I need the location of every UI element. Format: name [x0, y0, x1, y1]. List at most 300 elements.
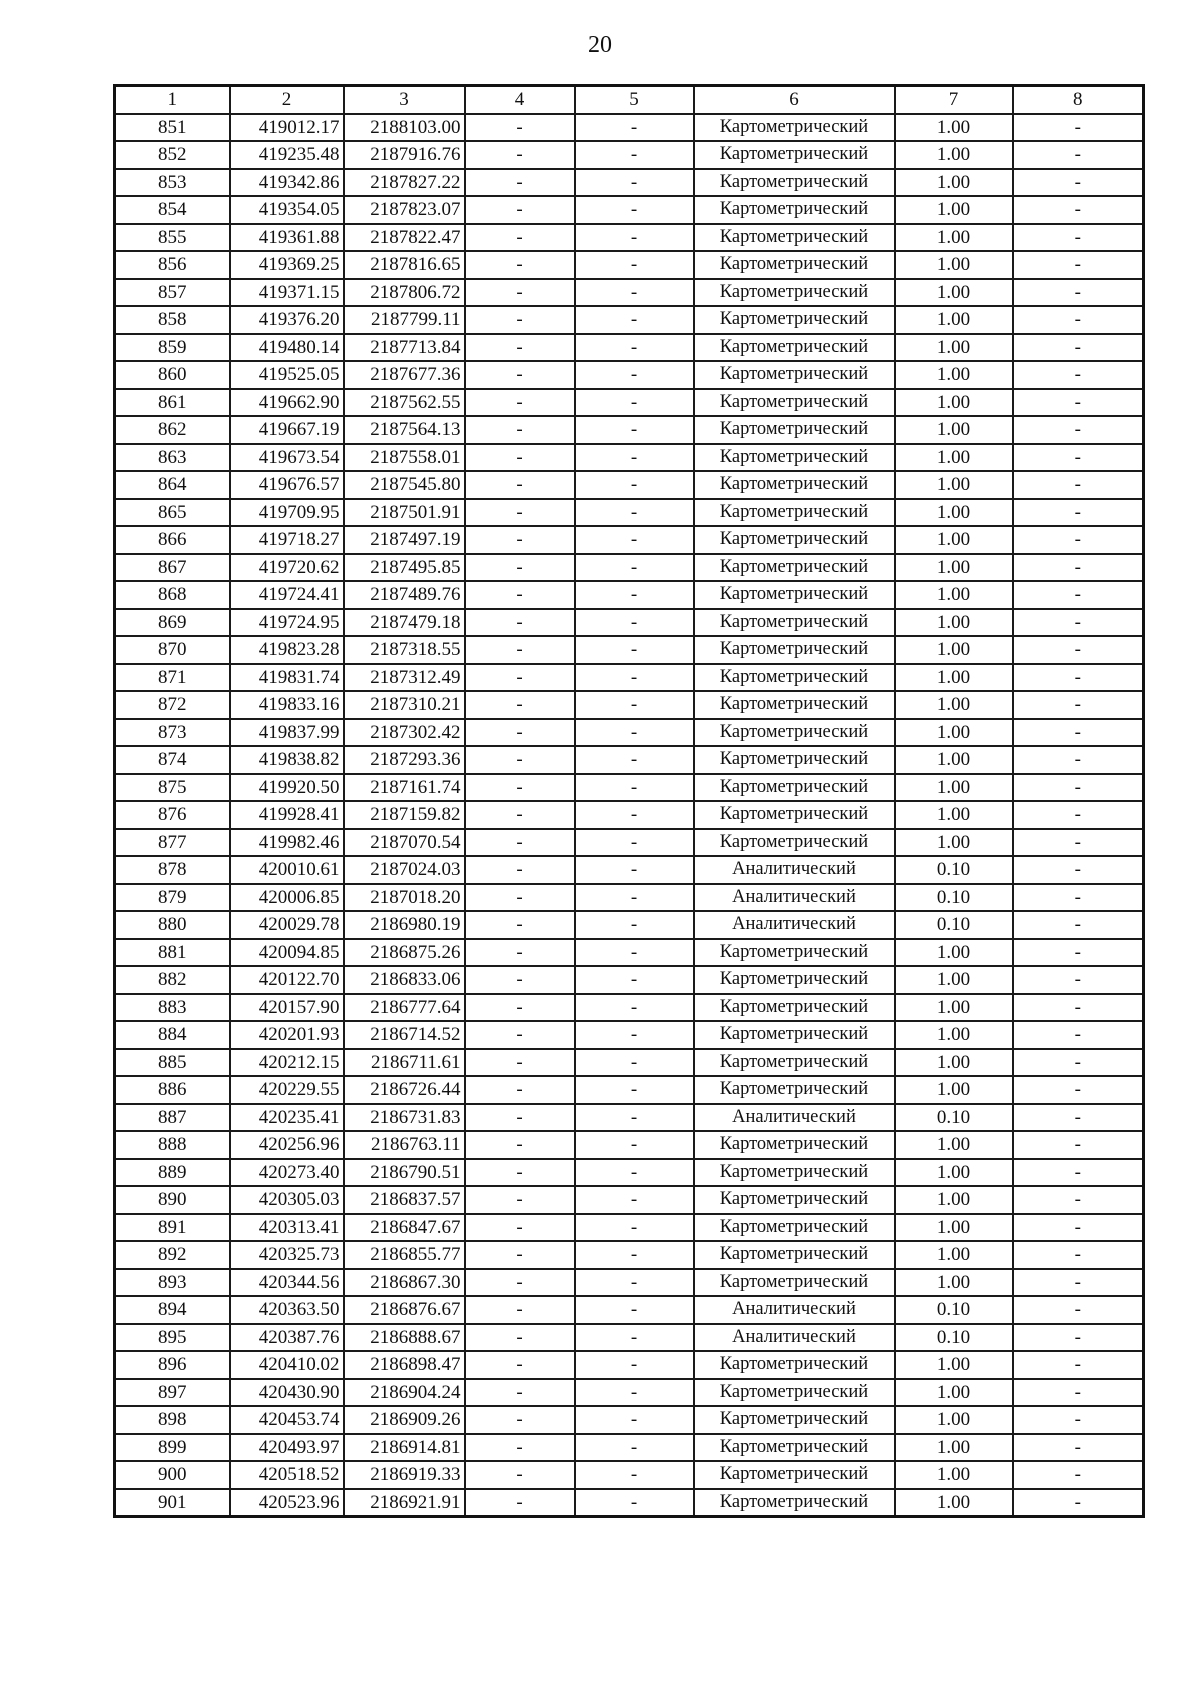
x-coordinate-cell: 419928.41: [230, 801, 344, 829]
column-8-cell: -: [1013, 1296, 1144, 1324]
x-coordinate-cell: 419525.05: [230, 361, 344, 389]
table-row: [115, 664, 1144, 692]
point-number-cell: 898: [115, 1406, 230, 1434]
accuracy-cell: 1.00: [895, 169, 1013, 197]
column-5-cell: -: [575, 1461, 694, 1489]
point-number-cell: 897: [115, 1379, 230, 1407]
column-5-cell: -: [575, 499, 694, 527]
accuracy-cell: 1.00: [895, 499, 1013, 527]
table-row: [115, 1379, 1144, 1407]
column-8-cell: -: [1013, 609, 1144, 637]
column-8-cell: -: [1013, 1324, 1144, 1352]
x-coordinate-cell: 419354.05: [230, 196, 344, 224]
column-8-cell: -: [1013, 856, 1144, 884]
x-coordinate-cell: 419369.25: [230, 251, 344, 279]
table-row: [115, 1489, 1144, 1517]
table-row: [115, 444, 1144, 472]
table-row: [115, 609, 1144, 637]
column-4-cell: -: [465, 911, 575, 939]
accuracy-cell: 1.00: [895, 279, 1013, 307]
y-coordinate-cell: 2186921.91: [344, 1489, 465, 1517]
method-cell: Картометрический: [694, 251, 895, 279]
accuracy-cell: 0.10: [895, 1296, 1013, 1324]
y-coordinate-cell: 2186847.67: [344, 1214, 465, 1242]
table-row: [115, 1324, 1144, 1352]
column-4-cell: -: [465, 361, 575, 389]
y-coordinate-cell: 2187827.22: [344, 169, 465, 197]
column-8-cell: -: [1013, 939, 1144, 967]
y-coordinate-cell: 2187806.72: [344, 279, 465, 307]
column-8-cell: -: [1013, 1379, 1144, 1407]
column-header: 7: [895, 86, 1013, 114]
method-cell: Картометрический: [694, 224, 895, 252]
x-coordinate-cell: 420305.03: [230, 1186, 344, 1214]
accuracy-cell: 0.10: [895, 856, 1013, 884]
column-5-cell: -: [575, 1434, 694, 1462]
column-8-cell: -: [1013, 966, 1144, 994]
accuracy-cell: 1.00: [895, 1269, 1013, 1297]
x-coordinate-cell: 420157.90: [230, 994, 344, 1022]
point-number-cell: 867: [115, 554, 230, 582]
point-number-cell: 856: [115, 251, 230, 279]
column-8-cell: -: [1013, 1489, 1144, 1517]
column-header: 3: [344, 86, 465, 114]
column-5-cell: -: [575, 306, 694, 334]
table-row: [115, 554, 1144, 582]
method-cell: Аналитический: [694, 856, 895, 884]
point-number-cell: 895: [115, 1324, 230, 1352]
column-5-cell: -: [575, 196, 694, 224]
table-body: [115, 114, 1144, 1517]
point-number-cell: 869: [115, 609, 230, 637]
column-5-cell: -: [575, 911, 694, 939]
column-5-cell: -: [575, 334, 694, 362]
point-number-cell: 851: [115, 114, 230, 142]
column-5-cell: -: [575, 141, 694, 169]
x-coordinate-cell: 419667.19: [230, 416, 344, 444]
table-row: [115, 1241, 1144, 1269]
point-number-cell: 891: [115, 1214, 230, 1242]
table-row: [115, 361, 1144, 389]
x-coordinate-cell: 419920.50: [230, 774, 344, 802]
column-4-cell: -: [465, 334, 575, 362]
point-number-cell: 894: [115, 1296, 230, 1324]
method-cell: Картометрический: [694, 1131, 895, 1159]
table-row: [115, 141, 1144, 169]
table-row: [115, 939, 1144, 967]
x-coordinate-cell: 420273.40: [230, 1159, 344, 1187]
x-coordinate-cell: 419720.62: [230, 554, 344, 582]
column-5-cell: -: [575, 1241, 694, 1269]
column-4-cell: -: [465, 1214, 575, 1242]
column-8-cell: -: [1013, 636, 1144, 664]
table-row: [115, 1296, 1144, 1324]
point-number-cell: 885: [115, 1049, 230, 1077]
column-8-cell: -: [1013, 471, 1144, 499]
point-number-cell: 901: [115, 1489, 230, 1517]
accuracy-cell: 1.00: [895, 829, 1013, 857]
column-5-cell: -: [575, 801, 694, 829]
column-5-cell: -: [575, 1076, 694, 1104]
x-coordinate-cell: 420518.52: [230, 1461, 344, 1489]
x-coordinate-cell: 419361.88: [230, 224, 344, 252]
method-cell: Картометрический: [694, 664, 895, 692]
column-4-cell: -: [465, 526, 575, 554]
column-8-cell: -: [1013, 114, 1144, 142]
x-coordinate-cell: 419837.99: [230, 719, 344, 747]
point-number-cell: 866: [115, 526, 230, 554]
table-row: [115, 1049, 1144, 1077]
method-cell: Картометрический: [694, 829, 895, 857]
column-4-cell: -: [465, 856, 575, 884]
point-number-cell: 879: [115, 884, 230, 912]
table-row: [115, 1021, 1144, 1049]
table-row: [115, 114, 1144, 142]
accuracy-cell: 1.00: [895, 1049, 1013, 1077]
point-number-cell: 881: [115, 939, 230, 967]
accuracy-cell: 1.00: [895, 361, 1013, 389]
y-coordinate-cell: 2186855.77: [344, 1241, 465, 1269]
method-cell: Картометрический: [694, 416, 895, 444]
method-cell: Картометрический: [694, 141, 895, 169]
column-4-cell: -: [465, 141, 575, 169]
column-4-cell: -: [465, 774, 575, 802]
column-5-cell: -: [575, 636, 694, 664]
column-5-cell: -: [575, 609, 694, 637]
column-8-cell: -: [1013, 279, 1144, 307]
y-coordinate-cell: 2186790.51: [344, 1159, 465, 1187]
table-row: [115, 224, 1144, 252]
x-coordinate-cell: 420523.96: [230, 1489, 344, 1517]
y-coordinate-cell: 2186919.33: [344, 1461, 465, 1489]
accuracy-cell: 1.00: [895, 306, 1013, 334]
column-4-cell: -: [465, 114, 575, 142]
column-4-cell: -: [465, 1104, 575, 1132]
method-cell: Картометрический: [694, 581, 895, 609]
point-number-cell: 859: [115, 334, 230, 362]
point-number-cell: 871: [115, 664, 230, 692]
column-4-cell: -: [465, 1461, 575, 1489]
y-coordinate-cell: 2187489.76: [344, 581, 465, 609]
method-cell: Картометрический: [694, 1434, 895, 1462]
column-5-cell: -: [575, 719, 694, 747]
column-4-cell: -: [465, 1241, 575, 1269]
x-coordinate-cell: 419833.16: [230, 691, 344, 719]
accuracy-cell: 1.00: [895, 636, 1013, 664]
column-8-cell: -: [1013, 334, 1144, 362]
table-row: [115, 1186, 1144, 1214]
column-5-cell: -: [575, 1351, 694, 1379]
point-number-cell: 858: [115, 306, 230, 334]
method-cell: Картометрический: [694, 994, 895, 1022]
table-row: [115, 719, 1144, 747]
method-cell: Аналитический: [694, 911, 895, 939]
column-8-cell: -: [1013, 884, 1144, 912]
coordinates-table: [113, 84, 1145, 1518]
column-4-cell: -: [465, 1159, 575, 1187]
y-coordinate-cell: 2187564.13: [344, 416, 465, 444]
method-cell: Картометрический: [694, 966, 895, 994]
x-coordinate-cell: 420029.78: [230, 911, 344, 939]
y-coordinate-cell: 2187310.21: [344, 691, 465, 719]
method-cell: Картометрический: [694, 609, 895, 637]
x-coordinate-cell: 419371.15: [230, 279, 344, 307]
column-8-cell: -: [1013, 801, 1144, 829]
x-coordinate-cell: 420430.90: [230, 1379, 344, 1407]
y-coordinate-cell: 2186904.24: [344, 1379, 465, 1407]
column-8-cell: -: [1013, 1159, 1144, 1187]
table-row: [115, 994, 1144, 1022]
column-header: 2: [230, 86, 344, 114]
accuracy-cell: 1.00: [895, 1021, 1013, 1049]
table-row: [115, 774, 1144, 802]
method-cell: Картометрический: [694, 636, 895, 664]
method-cell: Картометрический: [694, 471, 895, 499]
y-coordinate-cell: 2187024.03: [344, 856, 465, 884]
accuracy-cell: 1.00: [895, 691, 1013, 719]
column-8-cell: -: [1013, 691, 1144, 719]
column-5-cell: -: [575, 169, 694, 197]
point-number-cell: 882: [115, 966, 230, 994]
column-4-cell: -: [465, 1489, 575, 1517]
accuracy-cell: 1.00: [895, 966, 1013, 994]
accuracy-cell: 1.00: [895, 1076, 1013, 1104]
table-row: [115, 1076, 1144, 1104]
accuracy-cell: 1.00: [895, 1461, 1013, 1489]
point-number-cell: 873: [115, 719, 230, 747]
column-5-cell: -: [575, 774, 694, 802]
column-8-cell: -: [1013, 169, 1144, 197]
column-8-cell: -: [1013, 251, 1144, 279]
point-number-cell: 880: [115, 911, 230, 939]
method-cell: Картометрический: [694, 389, 895, 417]
method-cell: Картометрический: [694, 169, 895, 197]
accuracy-cell: 1.00: [895, 994, 1013, 1022]
column-8-cell: -: [1013, 1021, 1144, 1049]
x-coordinate-cell: 420363.50: [230, 1296, 344, 1324]
x-coordinate-cell: 419342.86: [230, 169, 344, 197]
accuracy-cell: 1.00: [895, 1131, 1013, 1159]
column-8-cell: -: [1013, 1131, 1144, 1159]
x-coordinate-cell: 420313.41: [230, 1214, 344, 1242]
method-cell: Картометрический: [694, 1159, 895, 1187]
column-5-cell: -: [575, 1214, 694, 1242]
table-row: [115, 499, 1144, 527]
column-5-cell: -: [575, 1131, 694, 1159]
point-number-cell: 886: [115, 1076, 230, 1104]
table-row: [115, 471, 1144, 499]
y-coordinate-cell: 2186914.81: [344, 1434, 465, 1462]
method-cell: Картометрический: [694, 774, 895, 802]
column-5-cell: -: [575, 554, 694, 582]
column-4-cell: -: [465, 306, 575, 334]
column-header: 8: [1013, 86, 1144, 114]
y-coordinate-cell: 2187677.36: [344, 361, 465, 389]
x-coordinate-cell: 420122.70: [230, 966, 344, 994]
y-coordinate-cell: 2186867.30: [344, 1269, 465, 1297]
y-coordinate-cell: 2187070.54: [344, 829, 465, 857]
x-coordinate-cell: 420387.76: [230, 1324, 344, 1352]
y-coordinate-cell: 2186711.61: [344, 1049, 465, 1077]
point-number-cell: 893: [115, 1269, 230, 1297]
page-number: 20: [588, 32, 612, 58]
column-8-cell: -: [1013, 1269, 1144, 1297]
accuracy-cell: 0.10: [895, 1104, 1013, 1132]
point-number-cell: 876: [115, 801, 230, 829]
y-coordinate-cell: 2187018.20: [344, 884, 465, 912]
column-8-cell: -: [1013, 994, 1144, 1022]
column-8-cell: -: [1013, 526, 1144, 554]
column-5-cell: -: [575, 1324, 694, 1352]
method-cell: Картометрический: [694, 746, 895, 774]
column-4-cell: -: [465, 1434, 575, 1462]
column-4-cell: -: [465, 1324, 575, 1352]
column-4-cell: -: [465, 1049, 575, 1077]
method-cell: Аналитический: [694, 884, 895, 912]
table-row: [115, 416, 1144, 444]
accuracy-cell: 1.00: [895, 1214, 1013, 1242]
column-4-cell: -: [465, 939, 575, 967]
accuracy-cell: 1.00: [895, 609, 1013, 637]
method-cell: Аналитический: [694, 1296, 895, 1324]
y-coordinate-cell: 2187497.19: [344, 526, 465, 554]
y-coordinate-cell: 2187293.36: [344, 746, 465, 774]
y-coordinate-cell: 2186875.26: [344, 939, 465, 967]
x-coordinate-cell: 419673.54: [230, 444, 344, 472]
point-number-cell: 861: [115, 389, 230, 417]
method-cell: Картометрический: [694, 1241, 895, 1269]
accuracy-cell: 1.00: [895, 114, 1013, 142]
column-5-cell: -: [575, 884, 694, 912]
accuracy-cell: 1.00: [895, 251, 1013, 279]
column-4-cell: -: [465, 416, 575, 444]
column-5-cell: -: [575, 114, 694, 142]
point-number-cell: 857: [115, 279, 230, 307]
table-row: [115, 1406, 1144, 1434]
column-4-cell: -: [465, 251, 575, 279]
table-row: [115, 636, 1144, 664]
x-coordinate-cell: 420229.55: [230, 1076, 344, 1104]
table-row: [115, 1214, 1144, 1242]
table-row: [115, 526, 1144, 554]
column-4-cell: -: [465, 664, 575, 692]
header-row: [115, 86, 1144, 114]
method-cell: Картометрический: [694, 334, 895, 362]
accuracy-cell: 1.00: [895, 224, 1013, 252]
column-4-cell: -: [465, 196, 575, 224]
column-5-cell: -: [575, 526, 694, 554]
y-coordinate-cell: 2186763.11: [344, 1131, 465, 1159]
accuracy-cell: 0.10: [895, 911, 1013, 939]
x-coordinate-cell: 420094.85: [230, 939, 344, 967]
table-row: [115, 389, 1144, 417]
column-4-cell: -: [465, 994, 575, 1022]
column-5-cell: -: [575, 1159, 694, 1187]
x-coordinate-cell: 419709.95: [230, 499, 344, 527]
table-row: [115, 581, 1144, 609]
point-number-cell: 865: [115, 499, 230, 527]
point-number-cell: 862: [115, 416, 230, 444]
column-4-cell: -: [465, 884, 575, 912]
x-coordinate-cell: 419982.46: [230, 829, 344, 857]
table-row: [115, 334, 1144, 362]
x-coordinate-cell: 419724.95: [230, 609, 344, 637]
point-number-cell: 864: [115, 471, 230, 499]
point-number-cell: 863: [115, 444, 230, 472]
method-cell: Аналитический: [694, 1324, 895, 1352]
accuracy-cell: 1.00: [895, 1406, 1013, 1434]
method-cell: Картометрический: [694, 526, 895, 554]
column-4-cell: -: [465, 1296, 575, 1324]
accuracy-cell: 1.00: [895, 389, 1013, 417]
y-coordinate-cell: 2186837.57: [344, 1186, 465, 1214]
x-coordinate-cell: 420235.41: [230, 1104, 344, 1132]
y-coordinate-cell: 2186714.52: [344, 1021, 465, 1049]
column-5-cell: -: [575, 856, 694, 884]
y-coordinate-cell: 2186909.26: [344, 1406, 465, 1434]
x-coordinate-cell: 419235.48: [230, 141, 344, 169]
column-5-cell: -: [575, 1104, 694, 1132]
column-8-cell: -: [1013, 1104, 1144, 1132]
method-cell: Картометрический: [694, 691, 895, 719]
column-4-cell: -: [465, 389, 575, 417]
column-5-cell: -: [575, 746, 694, 774]
accuracy-cell: 1.00: [895, 581, 1013, 609]
x-coordinate-cell: 420344.56: [230, 1269, 344, 1297]
method-cell: Картометрический: [694, 444, 895, 472]
column-4-cell: -: [465, 499, 575, 527]
accuracy-cell: 1.00: [895, 1489, 1013, 1517]
method-cell: Картометрический: [694, 1076, 895, 1104]
column-5-cell: -: [575, 829, 694, 857]
column-8-cell: -: [1013, 444, 1144, 472]
accuracy-cell: 0.10: [895, 884, 1013, 912]
column-8-cell: -: [1013, 581, 1144, 609]
column-4-cell: -: [465, 581, 575, 609]
method-cell: Картометрический: [694, 279, 895, 307]
column-4-cell: -: [465, 1131, 575, 1159]
y-coordinate-cell: 2187479.18: [344, 609, 465, 637]
method-cell: Картометрический: [694, 1489, 895, 1517]
table-header: [115, 86, 1144, 114]
y-coordinate-cell: 2186833.06: [344, 966, 465, 994]
x-coordinate-cell: 419823.28: [230, 636, 344, 664]
table-row: [115, 856, 1144, 884]
accuracy-cell: 1.00: [895, 774, 1013, 802]
accuracy-cell: 1.00: [895, 801, 1013, 829]
column-4-cell: -: [465, 471, 575, 499]
y-coordinate-cell: 2187161.74: [344, 774, 465, 802]
x-coordinate-cell: 419718.27: [230, 526, 344, 554]
method-cell: Картометрический: [694, 1214, 895, 1242]
point-number-cell: 860: [115, 361, 230, 389]
column-header: 1: [115, 86, 230, 114]
table-row: [115, 279, 1144, 307]
method-cell: Картометрический: [694, 1461, 895, 1489]
x-coordinate-cell: 420201.93: [230, 1021, 344, 1049]
method-cell: Картометрический: [694, 719, 895, 747]
accuracy-cell: 0.10: [895, 1324, 1013, 1352]
column-8-cell: -: [1013, 416, 1144, 444]
x-coordinate-cell: 420453.74: [230, 1406, 344, 1434]
y-coordinate-cell: 2187822.47: [344, 224, 465, 252]
accuracy-cell: 1.00: [895, 141, 1013, 169]
method-cell: Картометрический: [694, 196, 895, 224]
method-cell: Картометрический: [694, 1406, 895, 1434]
column-5-cell: -: [575, 416, 694, 444]
column-8-cell: -: [1013, 306, 1144, 334]
accuracy-cell: 1.00: [895, 1379, 1013, 1407]
